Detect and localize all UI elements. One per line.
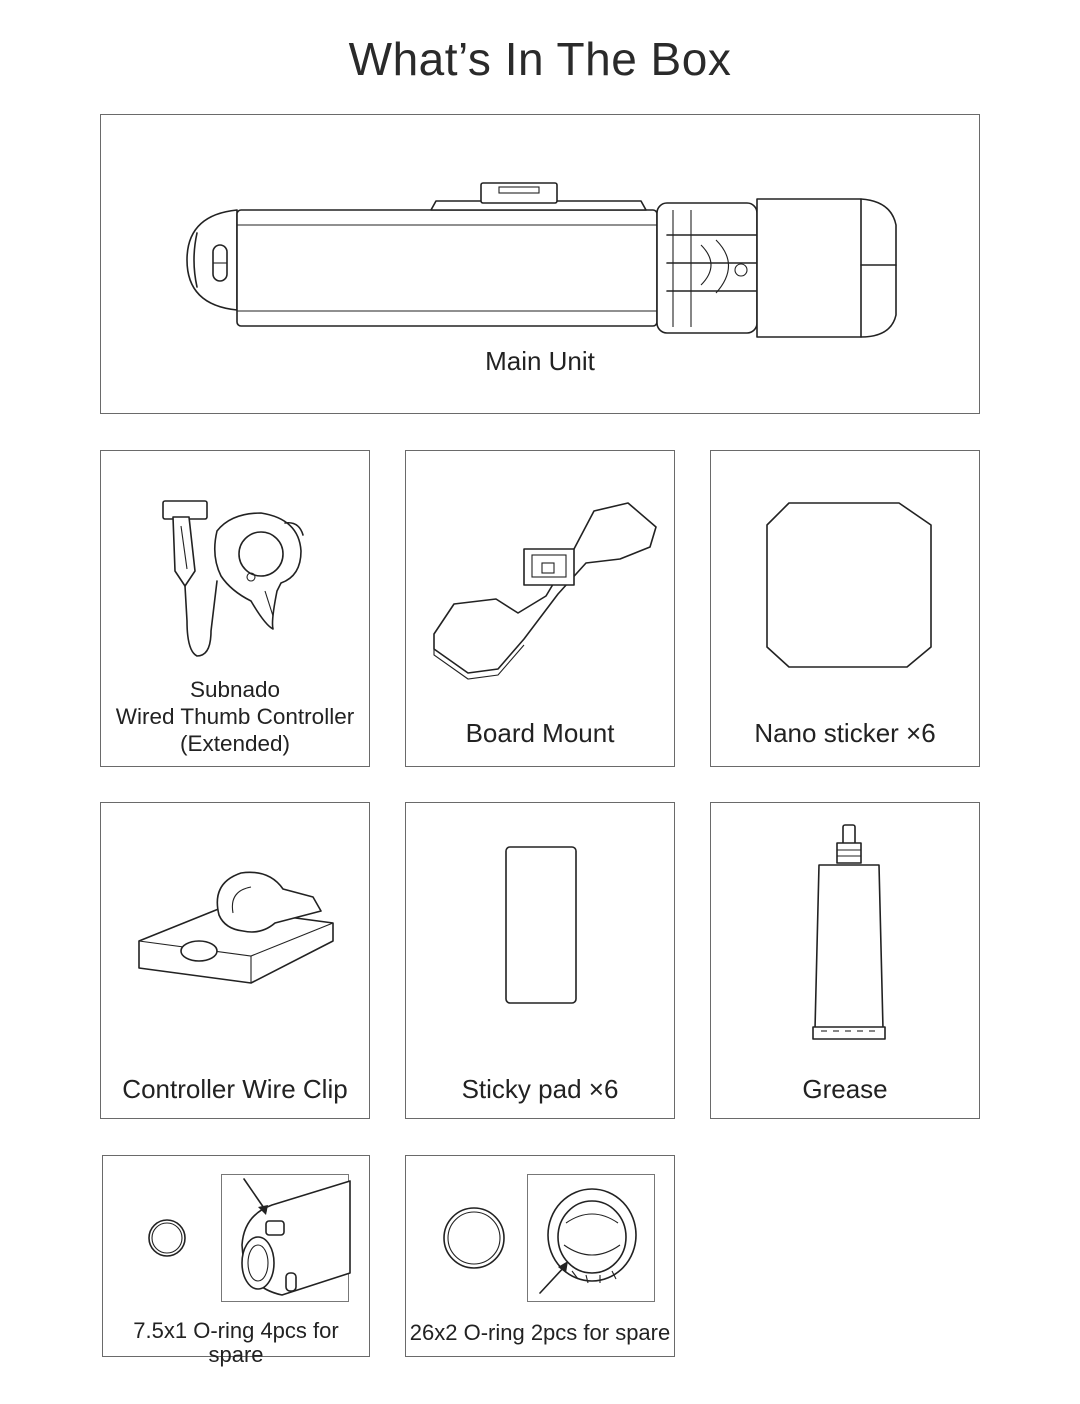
- grease-card: [710, 802, 980, 1119]
- grease-illustration: [711, 803, 981, 1120]
- thumb-controller-label-line1: Subnado: [189, 677, 281, 702]
- main-unit-card: [100, 114, 980, 414]
- grease-label: Grease: [802, 1074, 888, 1104]
- thumb-controller-label-line2: Wired Thumb Controller: [115, 704, 355, 729]
- nano-sticker-label: Nano sticker ×6: [754, 718, 936, 748]
- main-unit-label: Main Unit: [485, 346, 595, 376]
- oring-large-location-inset: [527, 1174, 655, 1302]
- nano-sticker-card: [710, 450, 980, 767]
- thumb-controller-label: [101, 676, 369, 757]
- oring-large-label: 26x2 O-ring 2pcs for spare: [409, 1320, 671, 1345]
- wire-clip-illustration: [101, 803, 371, 1120]
- wire-clip-card: [100, 802, 370, 1119]
- wire-clip-label: Controller Wire Clip: [122, 1074, 348, 1104]
- oring-small-label: 7.5x1 O-ring 4pcs for spare: [133, 1318, 339, 1368]
- thumb-controller-card: [100, 450, 370, 767]
- board-mount-label: Board Mount: [465, 718, 615, 748]
- oring-small-location-inset: [221, 1174, 349, 1302]
- page-title: What’s In The Box: [348, 33, 732, 85]
- oring-small-location-illustration: [222, 1175, 350, 1303]
- sticky-pad-label: Sticky pad ×6: [461, 1074, 619, 1104]
- board-mount-card: [405, 450, 675, 767]
- sticky-pad-card: [405, 802, 675, 1119]
- oring-small-card: [102, 1155, 370, 1368]
- sticky-pad-illustration: [406, 803, 676, 1120]
- oring-large-card: [405, 1155, 675, 1357]
- oring-large-location-illustration: [528, 1175, 656, 1303]
- thumb-controller-label-line3: (Extended): [179, 731, 291, 756]
